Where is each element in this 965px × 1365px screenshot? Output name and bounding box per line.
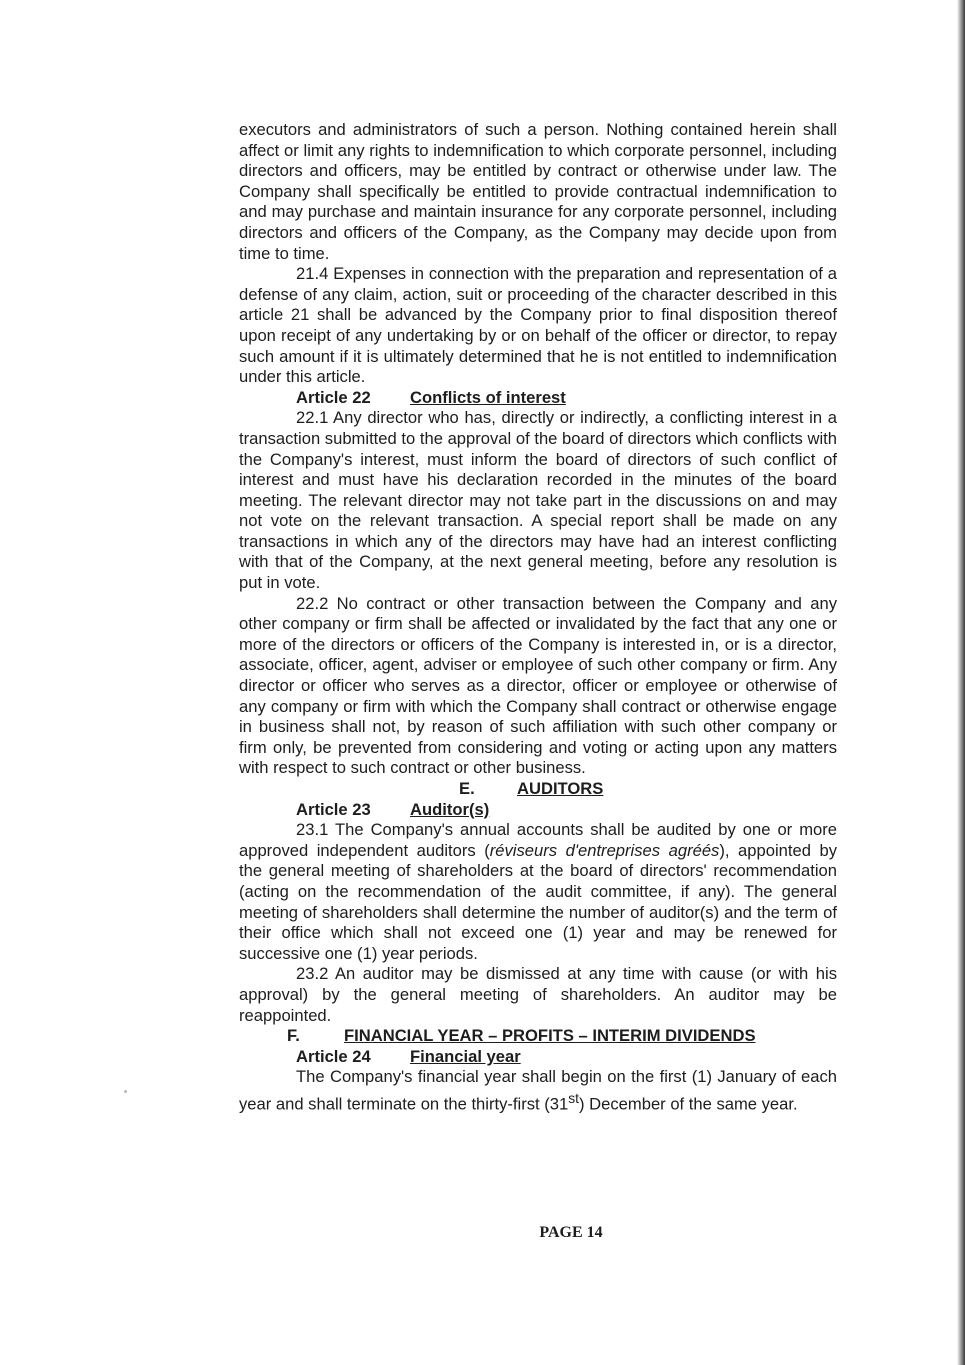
paragraph-22-2: 22.2 No contract or other transaction between the Company and any other company or firm shall be affected or invalidated by the fact that any one or more of the directors or officers of the Company is interested in, or is a director, associate, officer, agent, adviser or employee of such other company or firm. Any director or officer who serves as a director, officer or employee or otherwise of any company or firm with which the Company shall contract or otherwise engage in business shall not, by reason of such affiliation with such other company or firm only, be prevented from considering and voting or acting upon any matters with respect to such contract or other business.: [239, 593, 837, 778]
section-f-heading: [239, 1026, 837, 1047]
paragraph-24-superscript: st: [568, 1089, 580, 1106]
paragraph-23-1-end: ), appointed by the general meeting of shareholders at the board of directors' recommendation (acting on the recommendation of the audit committee, if any). The general meeting of shareholders shall determine the number of auditor(s) and the term of their office which shall not exceed one (1) year and may be renewed for successive one (1) year periods.: [239, 840, 837, 963]
page-number: PAGE 14: [539, 1224, 603, 1241]
paragraph-intro: executors and administrators of such a person. Nothing contained herein shall affect or limit any rights to indemnification to which corporate personnel, including directors and officers, may be entitled by contract or otherwise under law. The Company shall specifically be entitled to provide contractual indemnification to and may purchase and maintain insurance for any corporate personnel, including directors and officers of the Company, as the Company may decide upon from time to time.: [239, 120, 837, 263]
article-22-number: Article 22: [296, 387, 371, 407]
paragraph-24: [239, 1067, 837, 1115]
scan-edge-shadow: [957, 0, 965, 1365]
article-24-title: Financial year: [410, 1046, 521, 1066]
article-24-heading: [239, 1047, 837, 1068]
document-body: [239, 120, 837, 1115]
section-e-title: AUDITORS: [517, 779, 604, 798]
paragraph-22-1: 22.1 Any director who has, directly or indirectly, a conflicting interest in a transaction submitted to the approval of the board of directors which conflicts with the Company's interest, must inform the board of directors of such conflict of interest and must have his declaration recorded in the minutes of the board meeting. The relevant director may not take part in the discussions on and may not vote on the relevant transaction. A special report shall be made on any transactions in which any of the directors may have had an interest conflicting with that of the Company, at the next general meeting, before any resolution is put in vote.: [239, 408, 837, 593]
article-23-heading: [239, 800, 837, 821]
paragraph-23-1-italic: réviseurs d'entreprises agréés: [489, 840, 720, 860]
scan-speck: [124, 1090, 127, 1093]
section-f-letter: F.: [287, 1026, 300, 1046]
section-f-title: FINANCIAL YEAR – PROFITS – INTERIM DIVIDENDS: [344, 1026, 756, 1046]
paragraph-23-1: [239, 820, 837, 964]
paragraph-23-1-start: 23.1 The Company's annual accounts shall be audited by one or more approved independent auditors (: [239, 820, 837, 860]
article-22-title: Conflicts of interest: [410, 387, 566, 407]
paragraph-24-end: ) December of the same year.: [579, 1094, 798, 1114]
article-24-number: Article 24: [296, 1046, 371, 1066]
article-23-title: Auditor(s): [410, 799, 490, 819]
section-e-letter: E.: [459, 779, 475, 798]
paragraph-24-start: The Company's financial year shall begin on the first (1) January of each year and shall terminate on the thirty-first (31: [239, 1067, 837, 1114]
paragraph-21-4: 21.4 Expenses in connection with the preparation and representation of a defense of any claim, action, suit or proceeding of the character described in this article 21 shall be advanced by the Company prior to final disposition thereof upon receipt of any undertaking by or on behalf of the officer or director, to repay such amount if it is ultimately determined that he is not entitled to indemnification under this article.: [239, 264, 837, 387]
article-23-number: Article 23: [296, 799, 371, 819]
section-e-heading: [239, 779, 837, 800]
paragraph-23-2: 23.2 An auditor may be dismissed at any time with cause (or with his approval) by the general meeting of shareholders. An auditor may be reappointed.: [239, 964, 837, 1025]
article-22-heading: [239, 388, 837, 409]
